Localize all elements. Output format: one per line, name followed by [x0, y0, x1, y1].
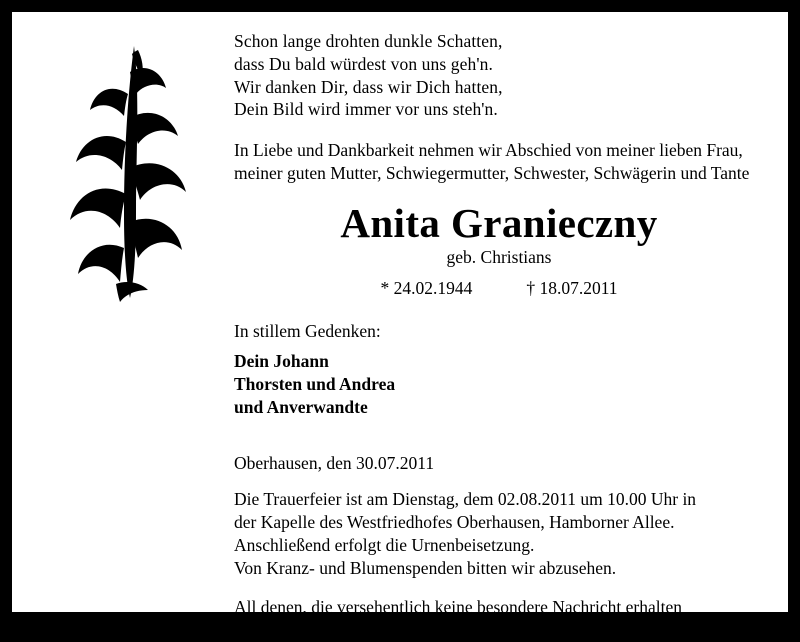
closing-note	[234, 596, 764, 642]
obituary-text-column	[234, 30, 764, 642]
ceremony-line: Anschließend erfolgt die Urnenbeisetzung.	[234, 535, 535, 556]
mourners-list	[234, 350, 764, 419]
obituary-card	[12, 12, 788, 641]
verse-line: Schon lange drohten dunkle Schatten,	[234, 31, 503, 51]
ceremony-details	[234, 488, 764, 580]
closing-line: haben, diene diese als solche.	[234, 620, 441, 641]
ceremony-line: Die Trauerfeier ist am Dienstag, dem 02.08.2011 um 10.00 Uhr in	[234, 488, 697, 509]
mourner-line: Thorsten und Andrea	[234, 373, 396, 394]
ceremony-line: Von Kranz- und Blumenspenden bitten wir abzusehen.	[234, 558, 617, 579]
closing-line: All denen, die versehentlich keine besondere Nachricht erhalten	[234, 597, 683, 618]
verse-line: Dein Bild wird immer vor uns steh'n.	[234, 99, 498, 120]
verse-block	[234, 30, 764, 121]
floral-frond-ornament-icon	[50, 32, 210, 312]
mourner-line: Dein Johann	[234, 350, 329, 371]
verse-line: dass Du bald würdest von uns geh'n.	[234, 53, 493, 74]
ceremony-line: der Kapelle des Westfriedhofes Oberhausen, Hamborner Allee.	[234, 511, 675, 532]
life-dates	[234, 278, 764, 299]
birth-name: geb. Christians	[446, 246, 552, 267]
mourner-line: und Anverwandte	[234, 396, 368, 417]
memory-label: In stillem Gedenken:	[234, 320, 381, 341]
intro-paragraph: In Liebe und Dankbarkeit nehmen wir Abschied von meiner lieben Frau, meiner guten Mutter, Schwiegermutter, Schwester, Schwägerin und Tante	[234, 140, 750, 184]
death-date: † 18.07.2011	[526, 277, 618, 298]
place-and-date: Oberhausen, den 30.07.2011	[234, 452, 435, 473]
birth-date: * 24.02.1944	[380, 277, 473, 298]
deceased-name: Anita Granieczny	[340, 199, 658, 246]
verse-line: Wir danken Dir, dass wir Dich hatten,	[234, 76, 503, 97]
